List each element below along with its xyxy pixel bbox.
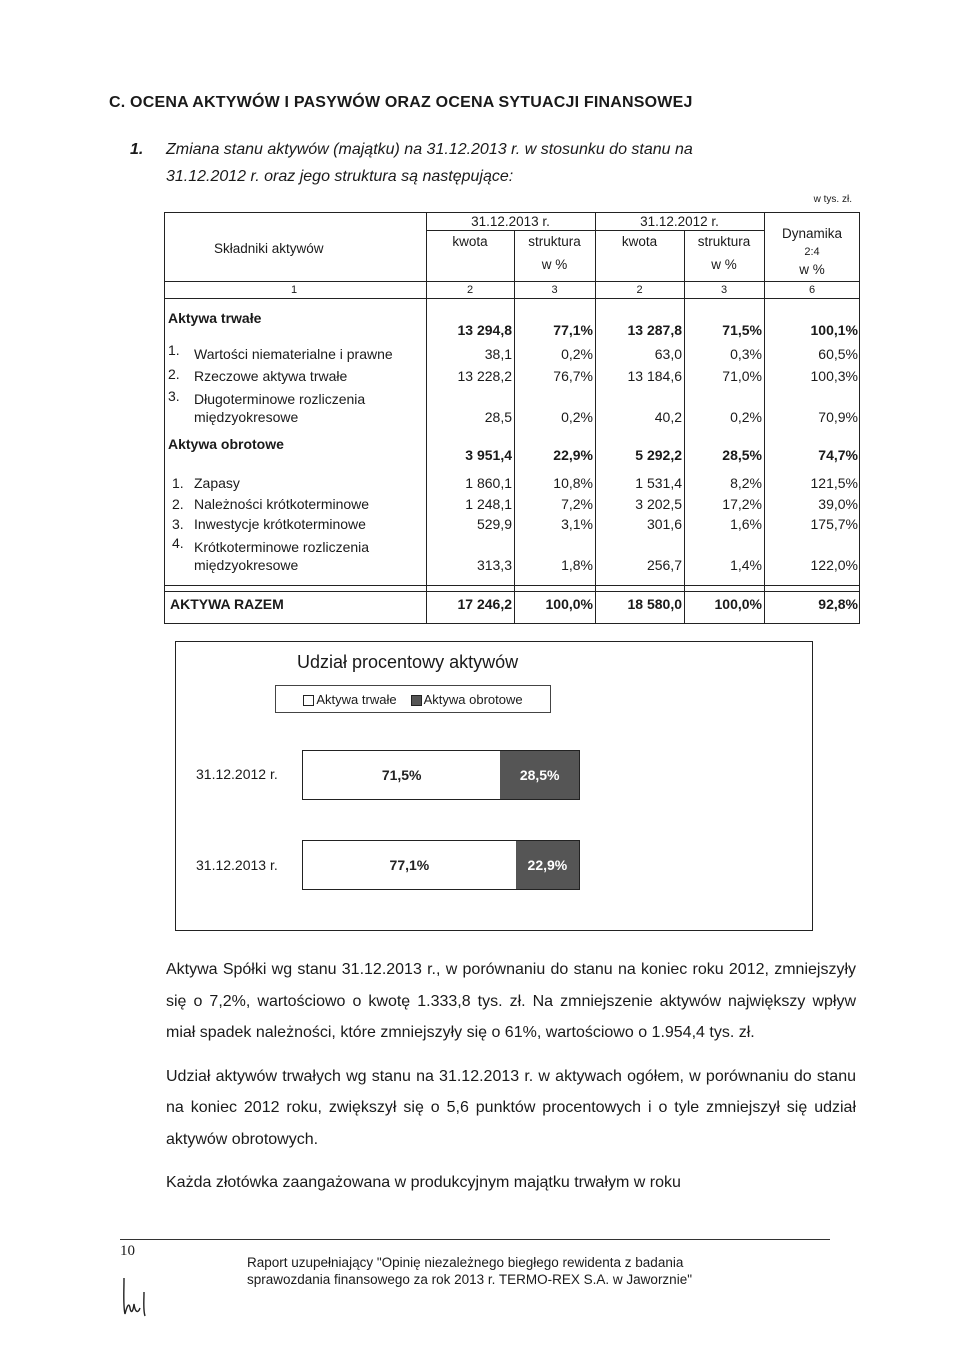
table-cell: 100,0% — [545, 596, 593, 612]
table-cell: 122,0% — [810, 557, 858, 573]
col-header-pct-2013: w % — [541, 257, 568, 272]
col-header-date2012: 31.12.2012 r. — [640, 214, 719, 229]
col-header-pct-2012: w % — [711, 257, 737, 272]
bar-segment-current: 22,9% — [516, 841, 579, 889]
table-cell: 1,8% — [561, 557, 593, 573]
table-cell: 121,5% — [810, 475, 858, 491]
col-number: 2 — [466, 284, 474, 296]
subsection-line2: 31.12.2012 r. oraz jego struktura są następujące: — [166, 168, 514, 185]
col-header-kwota-2012: kwota — [621, 234, 658, 249]
col-header-struktura-2013: struktura — [528, 234, 581, 249]
row-number: 3. — [172, 516, 184, 532]
chart-category-label: 31.12.2012 r. — [196, 766, 278, 782]
legend-label-fixed: Aktywa trwałe — [316, 691, 397, 707]
col-number: 1 — [290, 284, 298, 296]
table-cell: 74,7% — [818, 447, 858, 463]
col-header-dynamika: Dynamika — [781, 226, 843, 241]
table-cell: 100,3% — [810, 368, 858, 384]
subsection-number: 1. — [130, 141, 144, 158]
bar-segment-fixed: 77,1% — [303, 841, 516, 889]
table-cell: 0,2% — [561, 346, 593, 362]
row-label-lt-accruals-2: międzyokresowe — [194, 409, 299, 425]
legend-item-fixed — [303, 692, 396, 707]
col-header-kwota-2013: kwota — [452, 234, 488, 249]
row-label-inventory: Zapasy — [194, 475, 240, 491]
table-cell: 28,5 — [484, 409, 512, 425]
table-cell: 28,5% — [722, 447, 762, 463]
table-cell: 10,8% — [553, 475, 593, 491]
legend-item-current — [411, 692, 523, 707]
chart-bar-2013 — [302, 840, 580, 890]
table-cell: 71,0% — [722, 368, 762, 384]
section-title: C. OCENA AKTYWÓW I PASYWÓW ORAZ OCENA SYTUACJI FINANSOWEJ — [109, 94, 693, 111]
table-cell: 3 951,4 — [465, 447, 512, 463]
table-cell: 529,9 — [476, 516, 512, 532]
subsection-heading — [130, 136, 850, 190]
legend-swatch-current — [411, 695, 422, 706]
signature-initials — [118, 1268, 152, 1320]
table-cell: 301,6 — [646, 516, 682, 532]
table-cell: 100,0% — [714, 596, 762, 612]
legend-swatch-fixed — [303, 695, 314, 706]
row-label-intangibles: Wartości niematerialne i prawne — [194, 346, 393, 362]
bar-segment-fixed: 71,5% — [303, 751, 500, 799]
table-cell: 0,2% — [730, 409, 762, 425]
table-cell: 256,7 — [646, 557, 682, 573]
row-label-receivables: Należności krótkoterminowe — [194, 496, 370, 512]
col-number: 3 — [551, 284, 558, 296]
paragraph: Udział aktywów trwałych wg stanu na 31.12.2013 r. w aktywach ogółem, w porównaniu do stanu na koniec 2012 roku, zwiększył się o 5,6 punktów procentowych i o tyle zmniejszył się udział aktywów obrotowych. — [166, 1067, 856, 1148]
page-number: 10 — [120, 1243, 135, 1259]
table-cell: 13 184,6 — [627, 368, 682, 384]
col-header-component: Składniki aktywów — [214, 241, 324, 256]
table-cell: 17 246,2 — [457, 596, 512, 612]
table-cell: 77,1% — [553, 322, 593, 338]
table-cell: 3,1% — [561, 516, 593, 532]
unit-label: w tys. zł. — [813, 194, 852, 205]
table-cell: 39,0% — [818, 496, 858, 512]
footer-text — [247, 1254, 807, 1288]
table-cell: 1 860,1 — [465, 475, 512, 491]
total-label: AKTYWA RAZEM — [170, 596, 284, 612]
legend-label-current: Aktywa obrotowe — [423, 691, 523, 707]
row-label-lt-accruals: Długoterminowe rozliczenia — [194, 391, 366, 407]
table-cell: 7,2% — [561, 496, 593, 512]
footer-divider — [120, 1239, 830, 1240]
table-cell: 0,2% — [561, 409, 593, 425]
table-cell: 5 292,2 — [635, 447, 682, 463]
row-label-st-accruals: Krótkoterminowe rozliczenia — [194, 539, 370, 555]
table-cell: 1,4% — [730, 557, 762, 573]
col-header-pct-dyn: w % — [799, 262, 825, 277]
table-cell: 38,1 — [484, 346, 512, 362]
table-cell: 40,2 — [654, 409, 682, 425]
body-text — [166, 954, 856, 1211]
paragraph: Każda złotówka zaangażowana w produkcyjnym majątku trwałym w roku — [166, 1174, 681, 1191]
col-number: 2 — [636, 284, 643, 296]
table-cell: 18 580,0 — [627, 596, 682, 612]
table-cell: 3 202,5 — [635, 496, 682, 512]
table-cell: 13 228,2 — [457, 368, 512, 384]
paragraph: Aktywa Spółki wg stanu 31.12.2013 r., w porównaniu do stanu na koniec roku 2012, zmniejszyły się o 7,2%, wartościowo o kwotę 1.333,8 tys. zł. Na zmniejszenie aktywów największy wpływ miał spadek należności, które zmniejszyły się o 61%, wartościowo o 1.954,4 tys. zł. — [166, 961, 856, 1041]
row-label-current-assets: Aktywa obrotowe — [168, 436, 284, 452]
row-number: 1. — [168, 342, 180, 358]
bar-segment-current: 28,5% — [500, 751, 579, 799]
table-cell: 100,1% — [810, 322, 858, 338]
table-cell: 71,5% — [722, 322, 762, 338]
row-label-fixed-assets: Aktywa trwałe — [168, 310, 262, 326]
table-cell: 0,3% — [730, 346, 762, 362]
col-header-date2013: 31.12.2013 r. — [471, 214, 550, 229]
table-cell: 60,5% — [818, 346, 858, 362]
table-cell: 1 531,4 — [635, 475, 682, 491]
row-number: 3. — [168, 388, 180, 404]
col-header-struktura-2012: struktura — [697, 234, 751, 249]
row-label-tangible-assets: Rzeczowe aktywa trwałe — [194, 368, 348, 384]
table-cell: 22,9% — [553, 447, 593, 463]
col-number: 6 — [808, 284, 816, 296]
assets-table — [164, 212, 860, 624]
footer-line1: Raport uzupełniający "Opinię niezależnego biegłego rewidenta z badania — [247, 1255, 684, 1270]
table-cell: 13 294,8 — [457, 322, 512, 338]
table-cell: 1 248,1 — [465, 496, 512, 512]
row-label-st-investments: Inwestycje krótkoterminowe — [194, 516, 366, 532]
table-cell: 70,9% — [818, 409, 858, 425]
table-cell: 63,0 — [654, 346, 682, 362]
chart-category-label: 31.12.2013 r. — [196, 857, 278, 873]
row-number: 4. — [172, 535, 184, 551]
chart-bar-2012 — [302, 750, 580, 800]
chart-legend — [275, 685, 551, 713]
table-cell: 13 287,8 — [627, 322, 682, 338]
row-number: 2. — [168, 366, 180, 382]
subsection-line1: Zmiana stanu aktywów (majątku) na 31.12.2013 r. w stosunku do stanu na — [166, 141, 693, 158]
table-cell: 313,3 — [476, 557, 512, 573]
table-cell: 1,6% — [730, 516, 762, 532]
col-number: 3 — [720, 284, 728, 296]
row-number: 2. — [172, 496, 184, 512]
footer-line2: sprawozdania finansowego za rok 2013 r. TERMO-REX S.A. w Jaworznie" — [247, 1272, 692, 1287]
chart-title: Udział procentowy aktywów — [297, 652, 519, 672]
col-header-dyn-ratio: 2:4 — [804, 246, 820, 258]
table-cell: 92,8% — [818, 596, 858, 612]
table-cell: 76,7% — [553, 368, 593, 384]
table-cell: 17,2% — [722, 496, 762, 512]
table-cell: 8,2% — [730, 475, 762, 491]
table-cell: 175,7% — [810, 516, 858, 532]
row-number: 1. — [172, 475, 184, 491]
row-label-st-accruals-2: międzyokresowe — [194, 557, 299, 573]
